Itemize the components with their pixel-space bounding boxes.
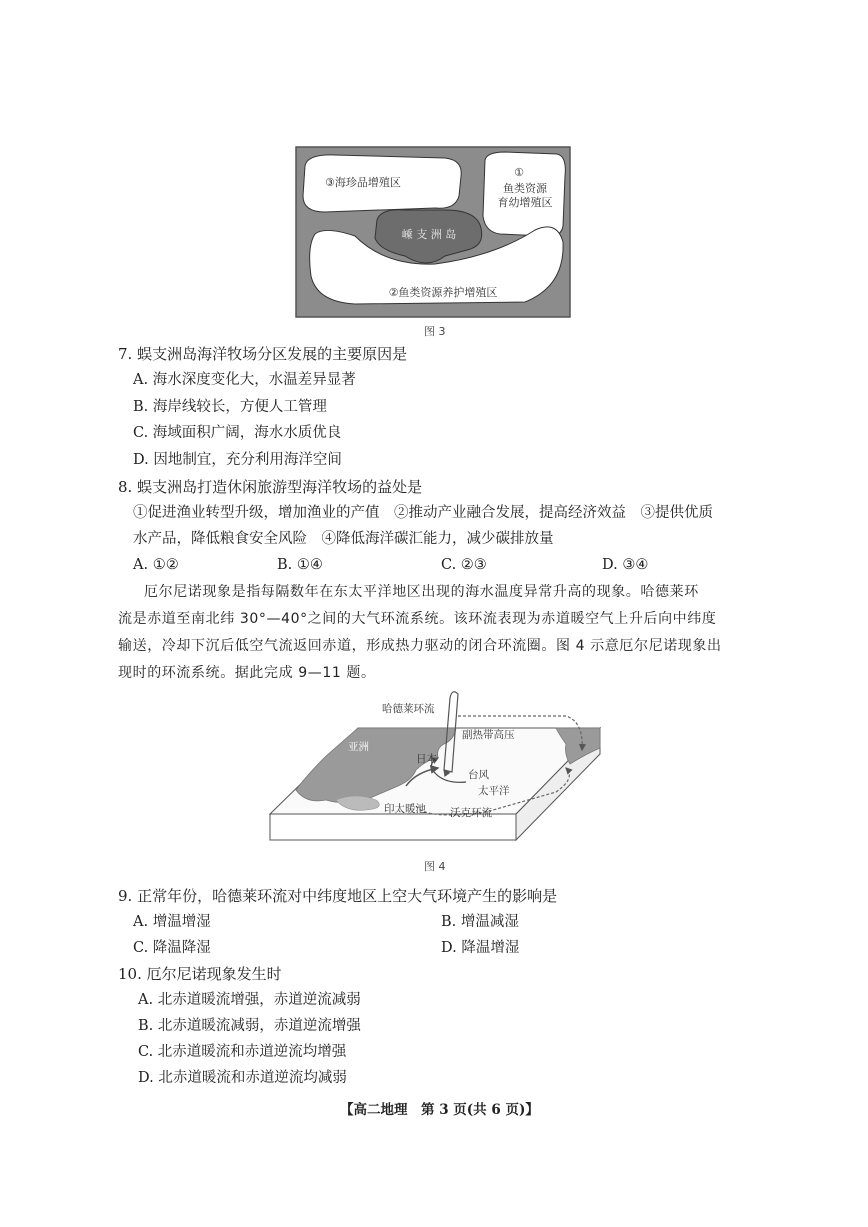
passage-line-1: 厄尔尼诺现象是指每隔数年在东太平洋地区出现的海水温度异常升高的现象。哈德莱环 bbox=[144, 584, 699, 600]
question-10-option-c: C. 北赤道暖流和赤道逆流均增强 bbox=[138, 1044, 347, 1060]
island-label: 嵊 支 洲 岛 bbox=[401, 228, 457, 241]
question-7-option-b: B. 海岸线较长，方便人工管理 bbox=[133, 399, 327, 415]
question-9-option-a: A. 增温增湿 bbox=[133, 914, 211, 930]
question-8-statements-line2: 水产品，降低粮食安全风险 ④降低海洋碳汇能力，减少碳排放量 bbox=[133, 531, 554, 547]
question-9-option-c: C. 降温降湿 bbox=[133, 940, 211, 956]
question-9-option-d: D. 降温增湿 bbox=[441, 940, 520, 956]
label-subtropical-high: 副热带高压 bbox=[462, 729, 515, 741]
figure-4-caption: 图 4 bbox=[424, 860, 446, 873]
question-10-option-b: B. 北赤道暖流减弱，赤道逆流增强 bbox=[138, 1018, 361, 1034]
question-7-option-a: A. 海水深度变化大，水温差异显著 bbox=[133, 372, 356, 388]
label-hadley: 哈德莱环流 bbox=[382, 703, 435, 715]
question-7-option-c: C. 海域面积广阔，海水水质优良 bbox=[133, 425, 342, 441]
passage-line-2: 流是赤道至南北纬 30°—40°之间的大气环流系统。该环流表现为赤道暖空气上升后向中纬度 bbox=[118, 611, 717, 627]
question-8-option-a: A. ①② bbox=[133, 557, 179, 573]
question-9-stem: 9. 正常年份，哈德莱环流对中纬度地区上空大气环境产生的影响是 bbox=[118, 887, 558, 905]
figure-3-caption: 图 3 bbox=[424, 325, 446, 338]
question-7-stem: 7. 蜈支洲岛海洋牧场分区发展的主要原因是 bbox=[118, 345, 408, 363]
zone-1-label-line2: 育幼增殖区 bbox=[497, 196, 553, 209]
label-typhoon: 台风 bbox=[468, 769, 489, 781]
question-10-option-d: D. 北赤道暖流和赤道逆流均减弱 bbox=[138, 1070, 347, 1086]
figure-3-map bbox=[295, 146, 571, 318]
figure-4-diagram bbox=[266, 688, 606, 846]
label-japan: 日本 bbox=[416, 753, 437, 765]
question-8-option-b: B. ①④ bbox=[277, 557, 323, 573]
question-7-option-d: D. 因地制宜，充分利用海洋空间 bbox=[133, 452, 342, 468]
zone-1-label-line1: 鱼类资源 bbox=[503, 182, 547, 195]
label-walker: 沃克环流 bbox=[450, 807, 492, 819]
zone-2-label: ②鱼类资源养护增殖区 bbox=[388, 286, 498, 299]
question-8-option-c: C. ②③ bbox=[441, 557, 487, 573]
passage-line-4: 现时的环流系统。据此完成 9—11 题。 bbox=[118, 665, 376, 681]
question-8-stem: 8. 蜈支洲岛打造休闲旅游型海洋牧场的益处是 bbox=[118, 478, 423, 496]
zone-1-number: ① bbox=[514, 166, 524, 179]
label-warm-pool: 印太暖池 bbox=[384, 803, 426, 815]
label-asia: 亚洲 bbox=[348, 741, 369, 753]
question-10-stem: 10. 厄尔尼诺现象发生时 bbox=[118, 965, 282, 983]
question-8-option-d: D. ③④ bbox=[602, 557, 649, 573]
page-footer: 【高二地理 第 3 页(共 6 页)】 bbox=[340, 1102, 539, 1118]
passage-line-3: 输送，冷却下沉后低空气流返回赤道，形成热力驱动的闭合环流圈。图 4 示意厄尔尼诺现象出 bbox=[118, 638, 722, 654]
question-8-statements-line1: ①促进渔业转型升级，增加渔业的产值 ②推动产业融合发展，提高经济效益 ③提供优质 bbox=[133, 505, 713, 521]
zone-3-label: ③海珍品增殖区 bbox=[325, 176, 401, 189]
label-pacific: 太平洋 bbox=[478, 785, 510, 797]
question-10-option-a: A. 北赤道暖流增强，赤道逆流减弱 bbox=[138, 992, 361, 1008]
question-9-option-b: B. 增温减湿 bbox=[441, 914, 519, 930]
